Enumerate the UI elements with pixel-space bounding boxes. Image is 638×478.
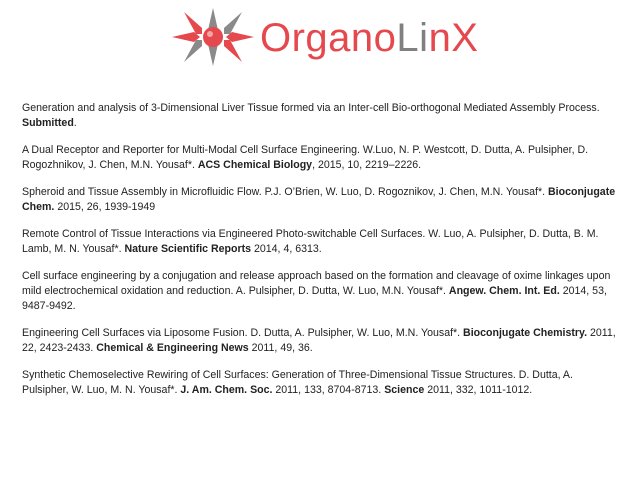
publication-list [22,101,622,410]
publication-item: Spheroid and Tissue Assembly in Microfluidic Flow. P.J. O’Brien, W. Luo, D. Rogoznikov, J. Chen, M.N. Yousaf*. Bioconjugate Chem. 2015, 26, 1939-1949 [22,186,616,213]
publication-item: Remote Control of Tissue Interactions via Engineered Photo-switchable Cell Surfaces. W. Luo, A. Pulsipher, D. Dutta, B. M. Lamb, M. N. Yousaf*. Nature Scientific Reports 2014, 4, 6313. [22,228,599,255]
publication-item: A Dual Receptor and Reporter for Multi-Modal Cell Surface Engineering. W.Luo, N. P. Westcott, D. Dutta, A. Pulsipher, D. Rogozhnikov, J. Chen, M.N. Yousaf*. ACS Chemical Biology, 2015, 10, 2219–2226. [22,144,589,171]
publication-item: Synthetic Chemoselective Rewiring of Cell Surfaces: Generation of Three-Dimensional Tissue Structures. D. Dutta, A. Pulsipher, W. Luo, M. N. Yousaf*. J. Am. Chem. Soc. 2011, 133, 8704-8713. Science 2011, 332, 1011-1012. [22,369,573,396]
publication-item: Generation and analysis of 3-Dimensional Liver Tissue formed via an Inter-cell Bio-orthogonal Mediated Assembly Process. Submitted. [22,102,600,129]
publication-item: Cell surface engineering by a conjugation and release approach based on the formation and cleavage of oxime linkages upon mild electrochemical oxidation and reduction. A. Pulsipher, D. Dutta, W. Luo, M.N. Yousaf*. Angew. Chem. Int. Ed. 2014, 53, 9487-9492. [22,270,611,312]
organolinx-logo [168,6,488,68]
star-compass-icon [168,6,258,68]
logo-wordmark: OrganoLinX [260,16,479,60]
publication-item: Engineering Cell Surfaces via Liposome Fusion. D. Dutta, A. Pulsipher, W. Luo, M.N. Yousaf*. Bioconjugate Chemistry. 2011, 22, 2423-2433. Chemical & Engineering News 2011, 49, 36. [22,327,616,354]
